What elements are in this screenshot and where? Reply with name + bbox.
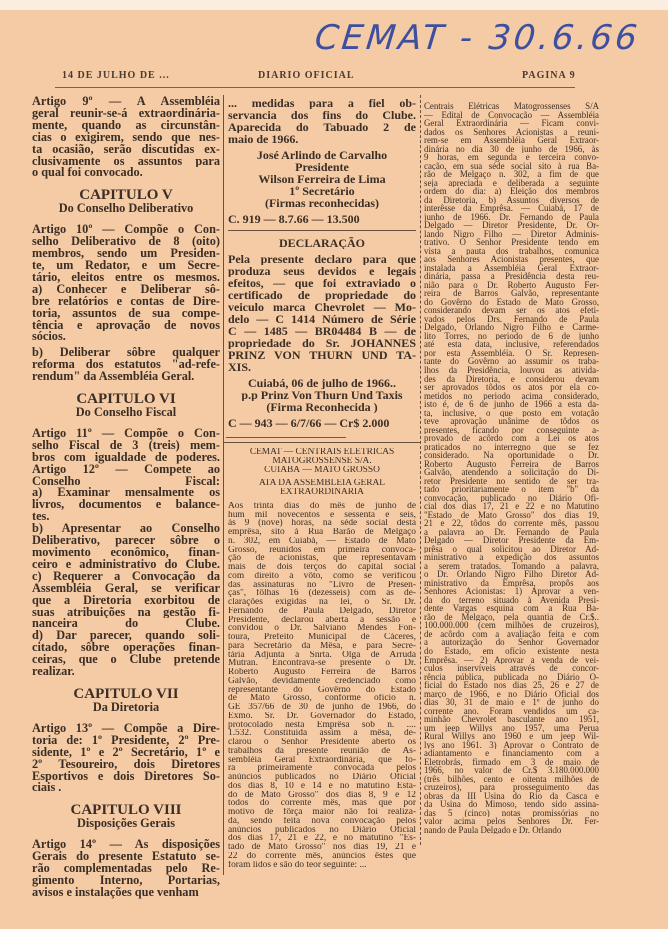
text-line: te, um Redator, e um Secre-: [32, 259, 220, 272]
section-rule: [228, 230, 416, 231]
text-line: de acôrdo com a avaliação feita e com: [424, 629, 599, 639]
text-line: das 5 (cinco) notas promissórias no: [424, 808, 599, 818]
text-line: vista a pauta dos trabalhos, comunica: [424, 246, 599, 256]
chapter-heading: [32, 802, 220, 830]
text-line: Artigo 9º — A Assembléia: [32, 96, 220, 108]
text-line: Deliberativo, parecer sôbre o: [32, 535, 220, 547]
right-column: [424, 102, 599, 839]
text-line: cias o exigirem, sendo que nes-: [32, 131, 220, 144]
text-line: rência pública, publicada no Diário O-: [424, 672, 599, 682]
text-line: toria, assuntos de sua compe-: [32, 307, 220, 320]
text-line: veiculo marca Chevrolet — Mo-: [228, 301, 416, 313]
text-line: rem-se em Assembléia Geral Extraor-: [424, 136, 599, 145]
text-line: dinária no dia 30 de junho de 1966, às: [424, 144, 599, 154]
text-line: lhos da Presidência, louvou as ativida-: [424, 365, 599, 375]
text-line: o Dr. Orlando Nigro Filho Diretor Ad-: [424, 570, 599, 579]
paragraph: [32, 428, 220, 678]
paragraph: [228, 213, 416, 225]
text-line: Conselho Fiscal:: [32, 475, 220, 488]
middle-column-top: [228, 97, 416, 433]
text-line: às 9 (nove) horas, na séde social desta: [228, 519, 416, 528]
text-line: MATOGROSSENSE S/A.: [272, 456, 372, 466]
text-line: considerado. Na oportunidade o Dr.: [424, 451, 599, 460]
text-line: DECLARAÇÃO: [278, 237, 365, 249]
text-line: tária Adjunta a Snrta. Olga de Arruda: [228, 650, 416, 660]
text-line: rão de Melgaço, pela quantia de Cr.$..: [424, 612, 599, 622]
text-line: Do Conselho Deliberativo: [58, 203, 194, 216]
text-line: a) Conhecer e Deliberar sô-: [32, 283, 220, 296]
text-line: ceiro e administrativo do Clube.: [32, 558, 220, 571]
text-line: tante do Govêrno ao assumir os traba-: [424, 357, 599, 366]
text-line: Delgado — Diretor Presidente, Dr. Or-: [424, 221, 599, 230]
text-line: GE 357/66 de 30 de junho de 1966, do: [228, 703, 416, 712]
text-line: n. 302, em Cuiabá, — Estado de Mato: [228, 536, 416, 546]
text-line: tes.: [32, 511, 50, 524]
text-line: março de 1966, e no Diário Oficial dos: [424, 689, 599, 699]
text-line: corrente ano. Foram vendidos um ca-: [424, 706, 599, 716]
text-line: p.p Prinz Von Thurn Und Taxis: [241, 389, 403, 401]
text-line: ministrativo da Emprêsa, propôs aos: [424, 578, 599, 588]
text-line: citado, sôbre operações finan-: [32, 642, 220, 655]
text-line: realizar.: [32, 666, 75, 678]
text-line: clarações exigidas na lei, o Sr. Dr.: [228, 598, 416, 607]
centered-block: [228, 479, 416, 497]
text-line: livros, documentos e balance-: [32, 499, 220, 512]
text-line: Do Conselho Fiscal: [75, 407, 177, 419]
text-line: reira de Barros Galvão, representante: [424, 289, 599, 298]
text-line: praticados no interregno que se fez: [424, 442, 599, 452]
text-line: interêsse da Emprêsa. — Cuiabá, 17 de: [424, 204, 599, 213]
text-line: Gerais do presente Estatuto se-: [32, 851, 220, 864]
text-line: cação, em sua séde social sito à rua Ba-: [424, 161, 599, 171]
text-line: 2º Tesoureiro, dois Diretores: [32, 758, 220, 771]
text-line: instalada a Assembléia Geral Extraor-: [424, 263, 599, 273]
text-line: produza seus devidos e legais: [228, 265, 416, 277]
text-line: — Edital de Convocação — Assembléia: [424, 110, 599, 120]
text-line: hum mil novecentos e sessenta e seis,: [228, 510, 416, 520]
header-page: PAGINA 9: [522, 70, 576, 81]
chapter-heading: [32, 391, 220, 419]
text-line: emprêsa, sito à Rua Barão de Melgaço: [228, 528, 416, 537]
text-line: C. 919 — 8.7.66 — 13.500: [228, 213, 360, 225]
text-line: a autorização do Senhor Governador: [424, 638, 599, 647]
text-line: a) Examinar mensalmente os: [32, 487, 220, 500]
text-line: isto é, de 6 de junho de 1966 a esta da-: [424, 400, 599, 409]
text-line: b) Apresentar ao Conselho: [32, 523, 220, 536]
text-line: ATA DA ASSEMBLEIA GERAL: [258, 479, 386, 488]
text-line: lando Nigro Filho — Diretor Adminis-: [424, 229, 599, 239]
paragraph: [32, 347, 220, 383]
text-line: sócios.: [32, 331, 66, 344]
text-line: 1.532. Constituida assim a mêsa, de-: [228, 729, 416, 738]
text-line: do de Mato Grosso" dos dias 8, 9 e 12: [228, 790, 416, 800]
text-line: gimento Interno, Portarias,: [32, 874, 220, 887]
text-line: a palavra ao Dr. Fernando de Paula: [424, 527, 599, 537]
column-divider: [223, 95, 224, 875]
middle-column-ata: [228, 448, 416, 874]
text-line: EXTRAORDINARIA: [280, 488, 364, 497]
text-line: anúncios publicados no Diário Oficial: [228, 825, 416, 835]
header-rule: [55, 87, 575, 88]
text-line: tado de Mato Grosso" nos dias 19, 21 e: [228, 843, 416, 852]
text-line: teve aprovação unânime de tôdos os: [424, 417, 599, 426]
torn-edge: [0, 0, 668, 10]
left-column: [32, 96, 220, 903]
text-line: junho de 1966. Dr. Fernando de Paula: [424, 212, 599, 222]
text-line: bre relatórios e contas de Dire-: [32, 295, 220, 308]
text-line: metidos no periodo acima considerado,: [424, 391, 599, 401]
text-line: Eletrobrás, firmado em 3 de maio de: [424, 757, 599, 767]
text-line: da do terreno situado à Avenida Presi-: [424, 595, 599, 605]
text-line: Galvão, atendendo a solicitação do Di-: [424, 468, 599, 477]
text-line: Emprêsa. — 2) Aprovar a venda de vei-: [424, 655, 599, 665]
text-line: convidou o Dr. Salviano Mendes Fon-: [228, 624, 416, 633]
column-divider: [420, 95, 421, 845]
text-line: Disposições Gerais: [76, 818, 176, 831]
text-line: das assinaturas no "Livro de Presen-: [228, 580, 416, 590]
text-line: 9 horas, em segunda e terceira convo-: [424, 153, 599, 162]
text-line: todos do corrente mês, mas que por: [228, 799, 416, 808]
centered-block: [228, 237, 416, 249]
text-line: nião para o Dr. Roberto Augusto Fer-: [424, 280, 599, 290]
text-line: tência e aprovação de novos: [32, 319, 220, 332]
text-line: ciais .: [32, 782, 62, 795]
text-line: efeitos, — que foi extraviado o: [228, 277, 416, 289]
text-line: da Diretoria, b) Assuntos diversos de: [424, 195, 599, 205]
text-line: adiantamento e financiamento com a: [424, 749, 599, 758]
text-line: 22 do corrente mês, anúncios êstes que: [228, 851, 416, 861]
text-line: rão complementadas pelo Re-: [32, 863, 220, 875]
text-line: de Mato Grosso, conforme ofício n.: [228, 694, 416, 703]
text-line: 21 e 22, tôdos do corrente mês, passou: [424, 519, 599, 528]
text-line: Artigo 13º — Compõe a Dire-: [32, 722, 220, 735]
text-line: Esportivos e dois Diretores So-: [32, 770, 220, 783]
text-line: mais de dois terços do capital social: [228, 563, 416, 572]
text-line: foram lidos e são do teor seguinte: ...: [228, 860, 367, 870]
text-line: representante do Govêrno do Estado: [228, 685, 416, 695]
text-line: bros com igualdade de poderes.: [32, 451, 220, 464]
text-line: convocação, publicado no Diário Ofi-: [424, 493, 599, 503]
text-line: dos dias 17, 21 e 22, e no matutino "Es-: [228, 834, 416, 843]
paragraph: [228, 97, 416, 145]
text-line: 1966, no valor de Cr.$ 3.180.000.000: [424, 766, 599, 775]
text-line: Artigo 14º — As disposições: [32, 839, 220, 852]
text-line: do Estado, em ofício existente nesta: [424, 647, 599, 656]
text-line: obras da III Usina do Rio da Casca e: [424, 791, 599, 801]
text-line: por esta Assembléia. O Sr. Represen-: [424, 348, 599, 358]
text-line: Grosso, reunidos em primeira convoca-: [228, 545, 416, 555]
text-line: clusivamente os assuntos para: [32, 155, 220, 168]
text-line: culos inservíveis através de concor-: [424, 664, 599, 673]
text-line: anúncios publicados no Diário Oficial: [228, 773, 416, 782]
text-line: CAPITULO VIII: [70, 802, 182, 819]
text-line: Fernando de Paula Delgado, Diretor: [228, 606, 416, 616]
text-line: toria de: 1º Presidente, 2º Pre-: [32, 734, 220, 747]
text-line: sembléia Geral Extraordinária, que fo-: [228, 755, 416, 765]
text-line: Presidente: [295, 161, 349, 173]
text-line: aos Senhores Acionistas presentes, que: [424, 255, 599, 264]
text-line: Galvão, devidamente credenciado como: [228, 676, 416, 686]
paragraph: [32, 96, 220, 179]
text-line: provado de acôrdo com a Lei os atos: [424, 434, 599, 443]
text-line: (três bilhões, cento e oitenta milhões de: [424, 774, 599, 784]
text-line: prêsa o qual solicitou ao Diretor Ad-: [424, 544, 599, 554]
text-line: Artigo 11º — Compõe o Con-: [32, 427, 220, 440]
text-line: Roberto Augusto Ferreira de Barros: [424, 459, 599, 469]
text-line: dados os Senhores Acionistas a reuni-: [424, 127, 599, 137]
text-line: Delgado — Diretor Presidente da Em-: [424, 536, 599, 545]
text-line: ças", fôlhas 16 (dezesseis) com as de-: [228, 589, 416, 598]
text-line: ser aprovados tôdos os atos por ela co-: [424, 383, 599, 392]
text-line: Roberto Augusto Ferreira de Barros: [228, 668, 416, 677]
text-line: motivo de fôrça maior não foi realiza-: [228, 808, 416, 817]
text-line: ceiras, que o Clube pretende: [32, 654, 220, 667]
text-line: dias 30, 31 de maio e 1º de junho do: [424, 698, 599, 707]
text-line: cial dos dias 17, 21 e 22 e no Matutino: [424, 502, 599, 511]
text-line: avisos e instalações que venham: [32, 886, 199, 899]
text-line: Senhores Acionistas: 1) Aprovar a ven-: [424, 587, 599, 596]
text-line: Assembléia Geral, se verificar: [32, 582, 220, 595]
text-line: servancia dos fins do Clube.: [228, 109, 416, 121]
text-line: tado prioritariamente o item "b" da: [424, 485, 599, 494]
text-line: Artigo 10º — Compõe o Con-: [32, 224, 220, 237]
paragraph: [228, 417, 416, 429]
text-line: clarou o Senhor Presidente aberto os: [228, 738, 416, 747]
text-line: C — 1485 — BR04484 B — de: [228, 325, 416, 337]
text-line: Geral Extraordinária — Ficam convi-: [424, 119, 599, 128]
text-line: CAPITULO VII: [73, 685, 179, 702]
text-line: dente Vargas esquina com a Rua Ba-: [424, 604, 599, 613]
text-line: (Firma Reconhecida ): [266, 401, 378, 413]
centered-block: [228, 377, 416, 413]
text-line: XIS.: [228, 361, 252, 373]
text-line: até esta data, inclusive, referendados: [424, 340, 599, 349]
text-line: geral reunir-se-á extraordinária-: [32, 107, 220, 120]
text-line: PRINZ VON THURN UND TA-: [228, 349, 416, 361]
text-line: sidente, 1º e 2º Secretário, 1º e: [32, 746, 220, 759]
text-line: movimento econômico, finan-: [32, 547, 220, 559]
text-line: ção de acionistas, que representavam: [228, 554, 416, 563]
text-line: 1º Secretário: [289, 185, 355, 197]
paragraph: [32, 839, 220, 899]
text-line: ra primeiramente convocada pelos: [228, 764, 416, 773]
handwritten-note: CEMAT - 30.6.66: [312, 18, 642, 58]
text-line: certificado de propriedade do: [228, 289, 416, 301]
text-line: tário, eleitos entre os mesmos.: [32, 271, 220, 284]
text-line: trativo. O Senhor Presidente tendo em: [424, 238, 599, 247]
header-date: 14 DE JULHO DE ...: [62, 70, 170, 81]
text-line: ta ocasião, serão discutidas ex-: [32, 143, 220, 156]
text-line: retor Presidente no sentido de ser tra-: [424, 476, 599, 486]
text-line: a serem tratados. Tomando a palavra,: [424, 561, 599, 571]
text-line: José Arlindo de Carvalho: [256, 149, 388, 161]
text-line: rendum" da Assembléia Geral.: [32, 371, 195, 384]
text-line: ordem do dia: a) Eleição dos membros: [424, 187, 599, 196]
text-line: b) Deliberar sôbre qualquer: [32, 347, 220, 360]
text-line: nando de Paula Delgado e Dr. Orlando: [424, 825, 562, 835]
text-line: vados pelos Drs. Fernando de Paula: [424, 314, 599, 324]
centered-block: [228, 149, 416, 209]
text-line: Cuiabá, 06 de julho de 1966..: [247, 377, 397, 389]
text-line: rão de Melgaço n. 302, a fim de que: [424, 170, 599, 179]
text-line: Aos trinta dias do mês de junho de: [228, 501, 416, 511]
text-line: do Govêrno do Estado de Mato Grosso,: [424, 297, 599, 307]
text-line: mente, quando as circunstân-: [32, 119, 220, 132]
text-line: C — 943 — 6/7/66 — Cr$ 2.000: [228, 417, 390, 429]
text-line: cruzeiros), para prosseguimento das: [424, 783, 599, 792]
text-line: valor acima pelos Senhores Dr. Fer-: [424, 817, 599, 826]
text-line: selho Deliberativo de 8 (oito): [32, 236, 220, 249]
text-line: 100.000.000 (cem milhões de cruzeiros),: [424, 621, 599, 630]
text-line: o qual foi convocado.: [32, 167, 143, 180]
text-line: com direito a vôto, como se verificou: [228, 571, 416, 581]
text-line: (Firmas reconhecidas): [264, 197, 380, 209]
text-line: Wilson Ferreira de Lima: [258, 173, 386, 185]
text-line: Mutran. Encontrava-se presente o Dr.: [228, 659, 416, 668]
text-line: considerando devam ser os atos efeti-: [424, 306, 599, 315]
text-line: Centrais Elétricas Matogrossenses S/A: [424, 102, 599, 111]
text-line: dos dias 8, 10 e 14 e no matutino Esta-: [228, 781, 416, 791]
text-line: ficial do Estado nos dias 25, 26 e 27 de: [424, 681, 599, 690]
paragraph: [32, 224, 220, 343]
text-line: lito Torres, no periodo de 6 de junho: [424, 331, 599, 341]
text-line: Rural Willys ano 1960 e um jeep Wil-: [424, 732, 599, 741]
centered-block: [228, 448, 416, 474]
paragraph: [228, 253, 416, 373]
text-line: Exmo. Sr. Dr. Governador do Estado,: [228, 711, 416, 721]
text-line: Delgado, Orlando Nigro Filho e Carme-: [424, 323, 599, 332]
text-line: "Estado de Mato Grosso" dos dias 19,: [424, 510, 599, 520]
text-line: d) Dar parecer, quando soli-: [32, 630, 220, 643]
section-rule: [224, 442, 420, 443]
text-line: toura, Prefeito Municipal de Cáceres,: [228, 633, 416, 642]
paragraph: [424, 102, 599, 834]
text-line: ... medidas para a fiel ob-: [228, 97, 416, 109]
text-line: Da Diretoria: [92, 701, 160, 714]
text-line: reforma dos estatutos "ad-refe-: [32, 359, 220, 372]
text-line: CAPITULO VI: [76, 391, 176, 408]
paragraph: [32, 723, 220, 794]
text-line: CUIABÁ — MATO GROSSO: [264, 465, 380, 475]
text-line: Aparecida do Tabuado 2 de: [228, 121, 416, 133]
text-line: Presidente, declarou aberta a sessão e: [228, 615, 416, 625]
text-line: lys ano 1961. 3) Aprovar o Contrato de: [424, 740, 599, 750]
text-line: para Secretário da Mêsa, e para Secre-: [228, 641, 416, 651]
text-line: da Usina do Mimoso, tendo sido assina-: [424, 800, 599, 809]
text-line: ministrativo a expedição dos assuntos: [424, 553, 599, 562]
blue-pen-line: [226, 437, 346, 438]
text-line: que a Diretoria exorbitou de: [32, 594, 220, 607]
text-line: des da Diretoria, e considerou devam: [424, 374, 599, 384]
text-line: selho Fiscal de 3 (treis) mem-: [32, 439, 220, 452]
text-line: presentes, ficando por conseguinte a-: [424, 425, 599, 435]
header-title: DIARIO OFICIAL: [258, 70, 355, 81]
text-line: minhão Chevrolet basculante ano 1951,: [424, 715, 599, 724]
text-line: Pela presente declaro para que: [228, 253, 416, 265]
text-line: dinária, passa a Presidência desta reu-: [424, 272, 599, 281]
text-line: protocolado nesta Emprêsa sob n. ....: [228, 720, 416, 730]
text-line: da, sendo feita nova convocação pelos: [228, 816, 416, 826]
paragraph: [228, 502, 416, 870]
text-line: CAPITULO V: [79, 187, 173, 204]
text-line: trabalhos da presente reunião de As-: [228, 746, 416, 756]
text-line: maio de 1966.: [228, 133, 299, 145]
text-line: propriedade do Sr. JOHANNES: [228, 337, 416, 349]
chapter-heading: [32, 686, 220, 714]
text-line: Artigo 12º — Compete ao: [32, 463, 220, 476]
text-line: delo — C 1414 Número de Série: [228, 313, 416, 325]
text-line: ta, inclusive, o que posto em votação: [424, 408, 599, 418]
text-line: membros, sendo um Presiden-: [32, 248, 220, 260]
text-line: nanceira do Clube.: [32, 618, 220, 631]
text-line: CEMAT — CENTRAIS ELETRICAS: [249, 448, 395, 457]
text-line: seja apreciada e deliberada a seguinte: [424, 178, 599, 188]
text-line: c) Requerer a Convocação da: [32, 570, 220, 583]
chapter-heading: [32, 187, 220, 215]
text-line: suas atribuições na gestão fi-: [32, 606, 220, 619]
text-line: um jeep Willys ano 1957, uma Perua: [424, 723, 599, 733]
